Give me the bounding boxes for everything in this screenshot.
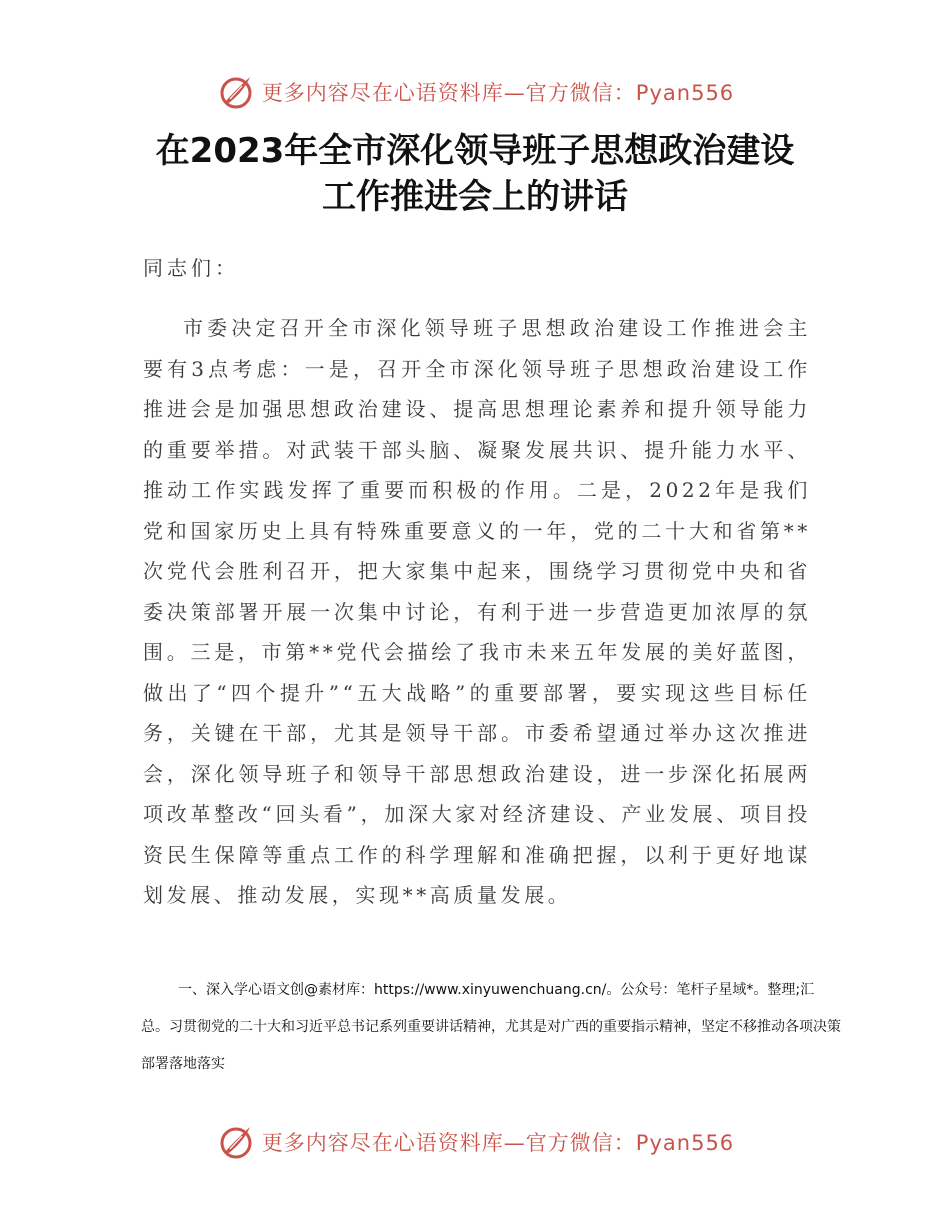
source-note: 一、深入学心语文创@素材库：https://www.xinyuwenchuang.cn/。公众号：笔杆子星域*。整理;汇总。习贯彻党的二十大和习近平总书记系列重要讲话精神，尤其是对广西的重要指示精神，坚定不移推动各项决策部署落地落实 [141,982,841,1072]
document-title [0,128,950,220]
quill-logo-icon [216,72,256,112]
salutation: 同志们： [143,256,239,280]
footer-banner-text: 更多内容尽在心语资料库—官方微信：Pyan556 [261,1131,735,1155]
title-line-1: 在2023年全市深化领导班子思想政治建设 [155,131,795,171]
quill-logo-icon [216,1122,256,1162]
title-line-2: 工作推进会上的讲话 [322,177,628,217]
header-banner-text: 更多内容尽在心语资料库—官方微信：Pyan556 [261,81,735,105]
speech-paragraph: 市委决定召开全市深化领导班子思想政治建设工作推进会主要有3点考虑：一是，召开全市深化领导班子思想政治建设工作推进会是加强思想政治建设、提高思想理论素养和提升领导能力的重要举措。对武装干部头脑、凝聚发展共识、提升能力水平、推动工作实践发挥了重要而积极的作用。二是，2022年是我们党和国家历史上具有特殊重要意义的一年，党的二十大和省第**次党代会胜利召开，把大家集中起来，围绕学习贯彻党中央和省委决策部署开展一次集中讨论，有利于进一步营造更加浓厚的氛围。三是，市第**党代会描绘了我市未来五年发展的美好蓝图，做出了“四个提升”“五大战略”的重要部署，要实现这些目标任务，关键在干部，尤其是领导干部。市委希望通过举办这次推进会，深化领导班子和领导干部思想政治建设，进一步深化拓展两项改革整改“回头看”，加深大家对经济建设、产业发展、项目投资民生保障等重点工作的科学理解和准确把握，以利于更好地谋划发展、推动发展，实现**高质量发展。 [143,316,811,907]
footer-banner [0,1120,950,1164]
header-banner [0,70,950,114]
